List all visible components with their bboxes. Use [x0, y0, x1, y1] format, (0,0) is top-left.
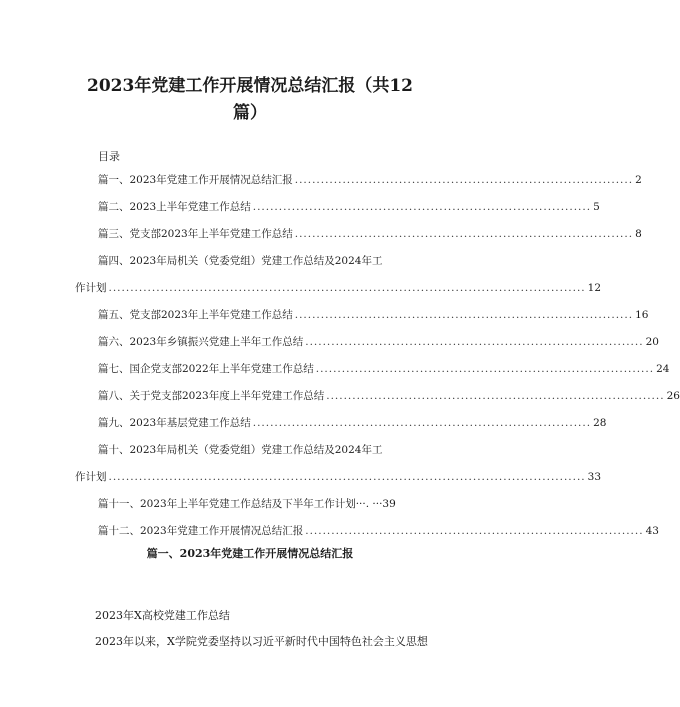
toc-entry-text-line2: 作计划 [75, 282, 107, 294]
body-paragraph-line: 2023年以来，X学院党委坚持以习近平新时代中国特色社会主义思想 [95, 635, 428, 648]
toc-page-number: 24 [656, 363, 670, 375]
toc-leader: .............................................................................................................. [108, 471, 586, 483]
toc-page-number: 26 [666, 390, 680, 402]
document-title [60, 73, 440, 127]
toc-entry[interactable] [75, 469, 602, 485]
toc-entry-text-line2: 作计划 [75, 471, 107, 483]
toc-entry[interactable] [98, 388, 680, 404]
toc-label: 目录 [98, 150, 120, 163]
toc-page-number: 33 [587, 471, 602, 483]
toc-page-number: 5 [593, 201, 600, 213]
toc-leader: .............................................................................. [252, 417, 592, 429]
title-line-2: 篇） [233, 103, 267, 123]
toc-entry-text: 篇二、2023上半年党建工作总结 [98, 201, 251, 213]
toc-entry-text-line1[interactable]: 篇四、2023年局机关（党委党组）党建工作总结及2024年工 [98, 255, 383, 267]
toc-entry-text: 篇十二、2023年党建工作开展情况总结汇报 [98, 525, 304, 537]
toc-entry[interactable] [98, 307, 649, 323]
toc-entry-text: 篇三、党支部2023年上半年党建工作总结 [98, 228, 293, 240]
toc-entry[interactable] [75, 280, 602, 296]
toc-page-number: 43 [645, 525, 659, 537]
toc-entry[interactable] [98, 199, 600, 215]
toc-page-number: 28 [593, 417, 607, 429]
toc-entry-text: 篇六、2023年乡镇振兴党建上半年工作总结 [98, 336, 304, 348]
toc-page-number: 12 [587, 282, 602, 294]
toc-leader: .............................................................................. [315, 363, 655, 375]
toc-page-number: 16 [635, 309, 649, 321]
toc-entry[interactable] [98, 523, 659, 539]
toc-page-number: 20 [645, 336, 659, 348]
toc-leader: .............................................................................. [252, 201, 592, 213]
toc-leader: .............................................................................. [326, 390, 665, 402]
toc-leader: .............................................................................................................. [108, 282, 586, 294]
toc-entry-text: 篇九、2023年基层党建工作总结 [98, 417, 251, 429]
toc-leader: .............................................................................. [294, 309, 634, 321]
toc-leader: .............................................................................. [305, 525, 644, 537]
toc-entry-text: 篇七、国企党支部2022年上半年党建工作总结 [98, 363, 314, 375]
toc-entry-text: 篇五、党支部2023年上半年党建工作总结 [98, 309, 293, 321]
toc-entry[interactable] [98, 415, 607, 431]
toc-leader: .............................................................................. [305, 336, 644, 348]
toc-entry[interactable] [98, 334, 659, 350]
toc-entry[interactable] [98, 226, 642, 242]
toc-page-number: 2 [635, 174, 642, 186]
toc-leader: .............................................................................. [294, 228, 634, 240]
title-line-1: 2023年党建工作开展情况总结汇报（共12 [87, 76, 413, 96]
toc-page-number: 8 [635, 228, 642, 240]
toc-entry-text: 篇八、关于党支部2023年度上半年党建工作总结 [98, 390, 325, 402]
toc-entry[interactable] [98, 361, 670, 377]
body-title: 2023年X高校党建工作总结 [95, 609, 230, 622]
toc-entry[interactable]: 篇十一、2023年上半年党建工作总结及下半年工作计划···. ···39 [98, 498, 396, 510]
toc-entry-text: 篇一、2023年党建工作开展情况总结汇报 [98, 174, 293, 186]
toc-leader: .............................................................................. [294, 174, 634, 186]
section-heading: 篇一、2023年党建工作开展情况总结汇报 [146, 547, 354, 560]
toc-entry[interactable] [98, 172, 642, 188]
toc-entry-text-line1[interactable]: 篇十、2023年局机关（党委党组）党建工作总结及2024年工 [98, 444, 383, 456]
